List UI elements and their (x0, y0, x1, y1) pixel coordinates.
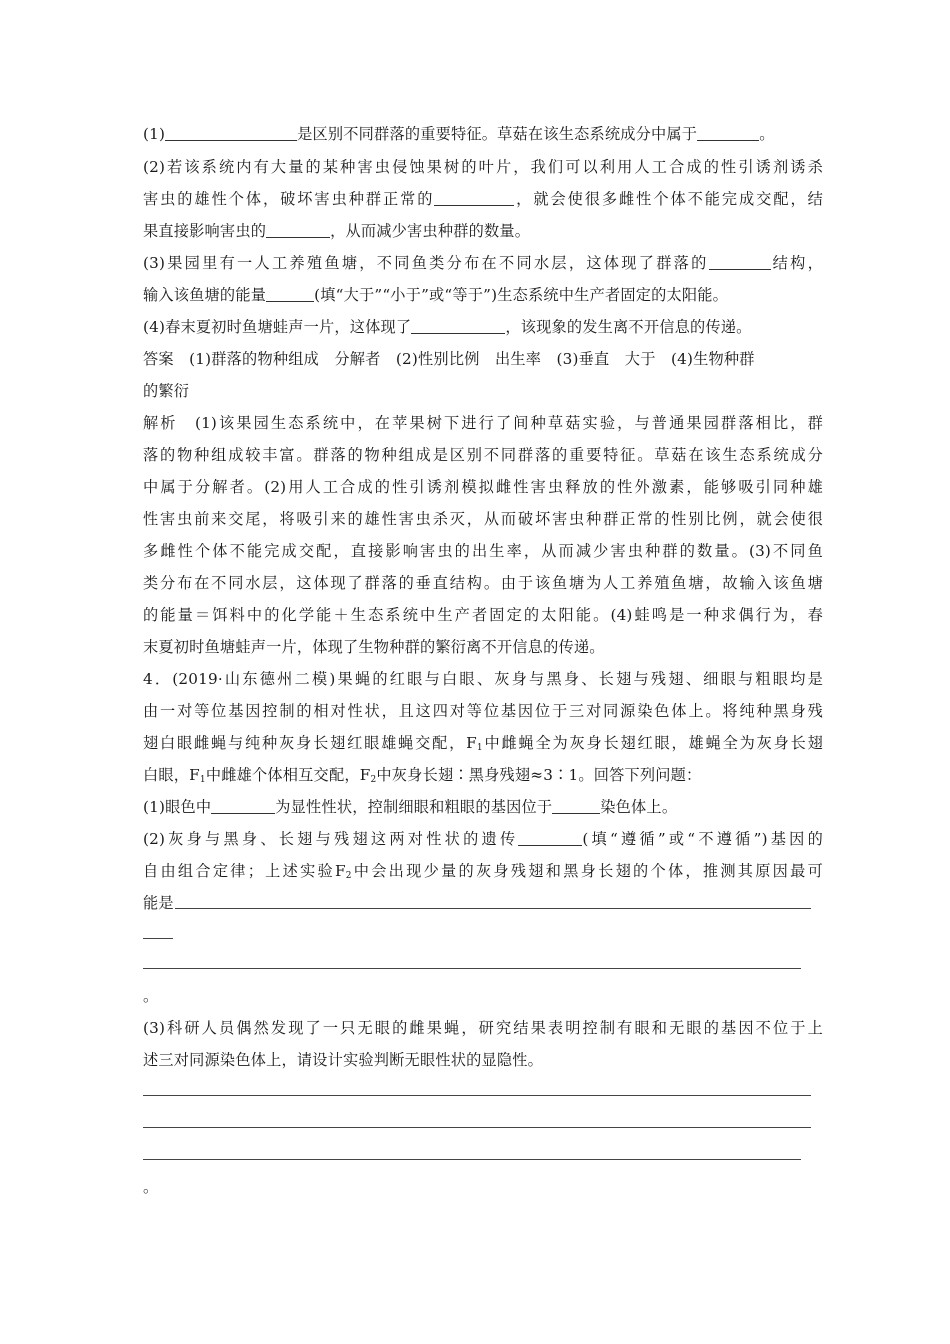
answer-line-blank[interactable] (143, 1159, 801, 1160)
q3-part4-line (143, 317, 823, 337)
q3-part4-text-a: (4)春末夏初时鱼塘蛙声一片，这体现了 (143, 318, 412, 336)
analysis-text: (1)该果园生态系统中，在苹果树下进行了间种草菇实验，与普通果园群落相比，群 (194, 414, 823, 432)
q4-sub3-line2: 述三对同源染色体上，请设计实验判断无眼性状的显隐性。 (143, 1051, 544, 1069)
q3-part1-line (143, 124, 823, 144)
q4-sub2-line2 (143, 861, 823, 881)
blank-6[interactable] (266, 287, 314, 302)
answer-line-blank[interactable] (143, 938, 173, 939)
q3-part2-line2 (143, 189, 823, 209)
answer-text: (1)群落的物种组成 分解者 (2)性别比例 出生率 (3)垂直 大于 (4)生物种群 (189, 350, 755, 368)
answer-line1 (143, 349, 823, 369)
q4-sub2-line3: 能是 (143, 894, 174, 912)
q3-part3-text-c: 输入该鱼塘的能量 (143, 286, 267, 304)
answer-line2: 的繁衍 (143, 382, 190, 400)
analysis-line2: 落的物种组成较丰富。群落的物种组成是区别不同群落的重要特征。草菇在该生态系统成分 (143, 446, 823, 464)
subscript: 2 (370, 775, 377, 785)
q4-sub2-line1 (143, 829, 823, 849)
answer-line-blank[interactable] (143, 968, 801, 969)
analysis-line4: 性害虫前来交尾，将吸引来的雄性害虫杀灭，从而破坏害虫种群正常的性别比例，就会使很 (143, 510, 823, 528)
q4-sub1-text-a: (1)眼色中 (143, 798, 212, 816)
q4-line4-text-c: 中灰身长翅∶黑身残翅≈3∶1。回答下列问题： (376, 766, 702, 784)
q4-sub2-text-a: (2)灰身与黑身、长翅与残翅这两对性状的遗传 (143, 830, 519, 848)
blank-9[interactable] (552, 799, 600, 814)
answer-line-blank[interactable] (143, 1095, 811, 1096)
q3-part2-line1: (2)若该系统内有大量的某种害虫侵蚀果树的叶片，我们可以利用人工合成的性引诱剂诱杀 (143, 158, 823, 176)
q4-sub1-text-b: 为显性性状，控制细眼和粗眼的基因位于 (275, 798, 553, 816)
q4-line4 (143, 765, 823, 785)
q3-part2-text-a: 害虫的雄性个体，破坏害虫种群正常的 (143, 190, 435, 208)
blank-2[interactable] (697, 126, 759, 141)
blank-10[interactable] (518, 831, 582, 846)
analysis-line7: 的能量＝饵料中的化学能＋生态系统中生产者固定的太阳能。(4)蛙鸣是一种求偶行为，春 (143, 606, 823, 624)
q3-part2-text-d: ，从而减少害虫种群的数量。 (330, 222, 531, 240)
q3-part3-text-a: (3)果园里有一人工养殖鱼塘，不同鱼类分布在不同水层，这体现了群落的 (143, 254, 709, 272)
analysis-line3: 中属于分解者。(2)用人工合成的性引诱剂模拟雌性害虫释放的性外激素，能够吸引同种雄 (143, 478, 823, 496)
answer-label: 答案 (143, 350, 174, 368)
analysis-line8: 末夏初时鱼塘蛙声一片，体现了生物种群的繁衍离不开信息的传递。 (143, 638, 605, 656)
blank-5[interactable] (709, 255, 771, 270)
blank-7[interactable] (411, 319, 505, 334)
q4-line4-text-a: 白眼，F (143, 766, 200, 784)
answer-line-blank[interactable] (143, 1127, 811, 1128)
analysis-line1 (143, 413, 823, 433)
period-mark: 。 (143, 987, 159, 1005)
q4-line3 (143, 733, 823, 753)
blank-3[interactable] (434, 191, 514, 206)
q3-part2-line3 (143, 221, 823, 241)
q4-line4-text-b: 中雌雄个体相互交配，F (205, 766, 371, 784)
q3-part3-text-b: 结构， (770, 254, 823, 272)
q4-sub1-text-c: 染色体上。 (600, 798, 678, 816)
q4-sub3-line1: (3)科研人员偶然发现了一只无眼的雌果蝇，研究结果表明控制有眼和无眼的基因不位于上 (143, 1019, 823, 1037)
q4-line3-text-a: 翅白眼雌蝇与纯种灰身长翅红眼雄蝇交配，F (143, 734, 477, 752)
subscript: 1 (199, 775, 206, 785)
blank-1[interactable] (165, 126, 297, 141)
blank-4[interactable] (266, 223, 330, 238)
analysis-label: 解析 (143, 414, 178, 432)
q3-part4-text-b: ，该现象的发生离不开信息的传递。 (505, 318, 752, 336)
q4-sub2-text-c: 自由组合定律；上述实验F (143, 862, 346, 880)
q3-part1-prefix: (1) (143, 125, 166, 143)
q3-part1-text: 是区别不同群落的重要特征。草菇在该生态系统成分中属于 (297, 125, 698, 143)
q3-part2-text-c: 果直接影响害虫的 (143, 222, 267, 240)
q3-part3-line1 (143, 253, 823, 273)
analysis-line6: 类分布在不同水层，这体现了群落的垂直结构。由于该鱼塘为人工养殖鱼塘，故输入该鱼塘 (143, 574, 823, 592)
q3-part3-text-d: (填“大于”“小于”或“等于”)生态系统中生产者固定的太阳能。 (314, 286, 729, 304)
q4-line1: 4．(2019·山东德州二模)果蝇的红眼与白眼、灰身与黑身、长翅与残翅、细眼与粗眼均是 (143, 670, 823, 688)
q4-line3-text-b: 中雌蝇全为灰身长翅红眼，雄蝇全为灰身长翅 (482, 734, 824, 752)
period-mark: 。 (143, 1178, 159, 1196)
q3-part3-line2 (143, 285, 823, 305)
blank-8[interactable] (211, 799, 275, 814)
q3-part1-end: 。 (759, 125, 775, 143)
q4-sub2-text-b: (填“遵循”或“不遵循”)基因的 (582, 830, 824, 848)
q4-sub2-text-d: 中会出现少量的灰身残翅和黑身长翅的个体，推测其原因最可 (351, 862, 823, 880)
answer-line-blank[interactable] (175, 908, 811, 909)
q3-part2-text-b: ，就会使很多雌性个体不能完成交配，结 (514, 190, 823, 208)
subscript: 1 (476, 743, 483, 753)
analysis-line5: 多雌性个体不能完成交配，直接影响害虫的出生率，从而减少害虫种群的数量。(3)不同鱼 (143, 542, 823, 560)
q4-line2: 由一对等位基因控制的相对性状，且这四对等位基因位于三对同源染色体上。将纯种黑身残 (143, 702, 823, 720)
subscript: 2 (345, 871, 352, 881)
q4-sub1-line (143, 797, 823, 817)
